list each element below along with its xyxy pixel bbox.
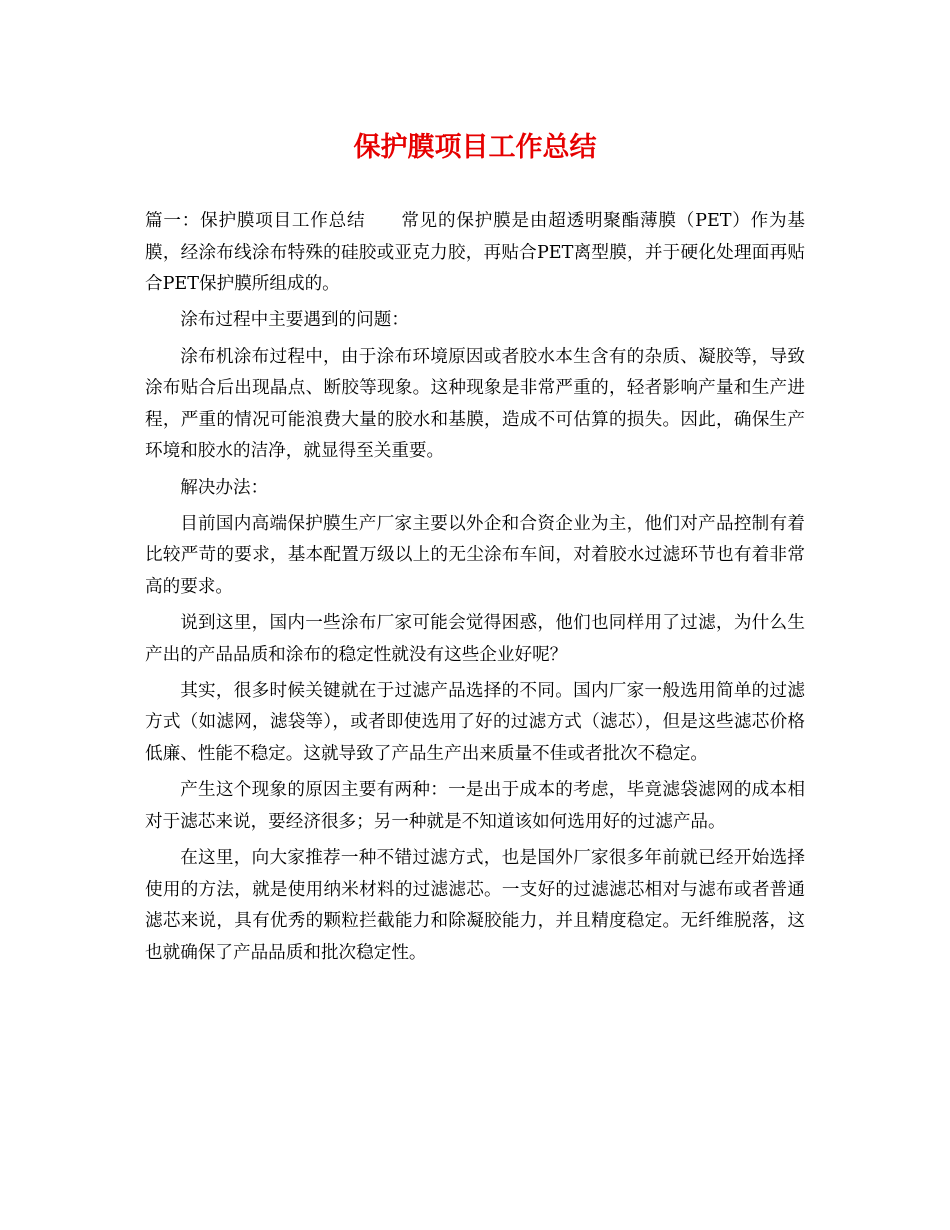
- paragraph-intro: [145, 206, 805, 301]
- paragraph: 涂布过程中主要遇到的问题：: [180, 310, 409, 331]
- intro-lead: 篇一：保护膜项目工作总结: [145, 211, 366, 231]
- document-title: 保护膜项目工作总结: [353, 132, 597, 163]
- paragraph: 在这里，向大家推荐一种不错过滤方式，也是国外厂家很多年前就已经开始选择使用的方法，就是使用纳米材料的过滤滤芯。一支好的过滤滤芯相对与滤布或者普通滤芯来说，具有优秀的颗粒拦截能力和除凝胶能力，并且精度稳定。无纤维脱落，这也就确保了产品品质和批次稳定性。: [145, 848, 805, 963]
- paragraph: 说到这里，国内一些涂布厂家可能会觉得困惑，他们也同样用了过滤，为什么生产出的产品品质和涂布的稳定性就没有这些企业好呢？: [145, 613, 805, 665]
- paragraph: 产生这个现象的原因主要有两种：一是出于成本的考虑，毕竟滤袋滤网的成本相对于滤芯来说，要经济很多；另一种就是不知道该如何选用好的过滤产品。: [145, 780, 805, 832]
- paragraph: 其实，很多时候关键就在于过滤产品选择的不同。国内厂家一般选用简单的过滤方式（如滤网，滤袋等），或者即使选用了好的过滤方式（滤芯），但是这些滤芯价格低廉、性能不稳定。这就导致了产品生产出来质量不佳或者批次不稳定。: [145, 680, 805, 765]
- paragraph: 涂布机涂布过程中，由于涂布环境原因或者胶水本生含有的杂质、凝胶等，导致涂布贴合后出现晶点、断胶等现象。这种现象是非常严重的，轻者影响产量和生产进程，严重的情况可能浪费大量的胶水和基膜，造成不可估算的损失。因此，确保生产环境和胶水的洁净，就显得至关重要。: [145, 346, 805, 462]
- document-body: [145, 206, 805, 974]
- paragraph: 目前国内高端保护膜生产厂家主要以外企和合资企业为主，他们对产品控制有着比较严苛的要求，基本配置万级以上的无尘涂布车间，对着胶水过滤环节也有着非常高的要求。: [145, 513, 805, 597]
- intro-text: 常见的保护膜是由超透明聚酯薄膜（PET）作为基膜，经涂布线涂布特殊的硅胶或亚克力胶，再贴合PET离型膜，并于硬化处理面再贴合PET保护膜所组成的。: [145, 211, 805, 295]
- paragraph: 解决办法：: [180, 477, 269, 498]
